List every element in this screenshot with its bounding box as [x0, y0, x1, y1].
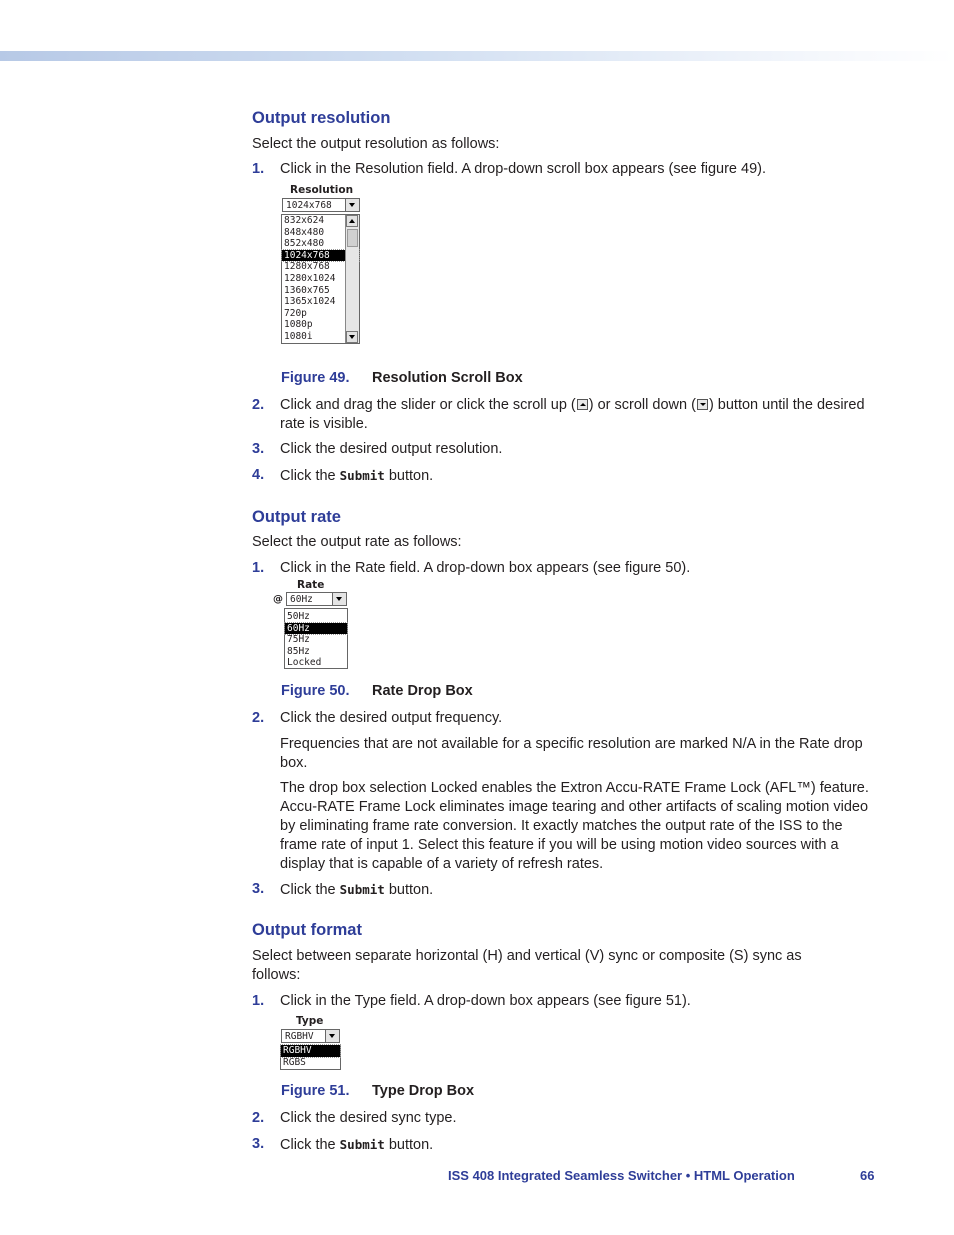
step-text: button.: [384, 1137, 434, 1153]
list-item-selected[interactable]: RGBHV: [281, 1045, 340, 1057]
resolution-select[interactable]: [282, 198, 360, 212]
dropdown-arrow-icon[interactable]: [345, 199, 359, 211]
type-label: Type: [296, 1015, 324, 1027]
submit-code: Submit: [339, 1137, 385, 1152]
figure-number: Figure 49.: [281, 370, 350, 386]
section-heading-output-format: Output format: [252, 921, 362, 939]
dropdown-arrow-icon[interactable]: [332, 593, 346, 605]
list-item[interactable]: 832x624: [284, 215, 325, 226]
resolution-scroll-list[interactable]: [281, 214, 360, 344]
section-heading-output-rate: Output rate: [252, 508, 341, 526]
rate-note-na: Frequencies that are not available for a specific resolution are marked N/A in the Rate drop box.: [280, 736, 863, 771]
footer-title: ISS 408 Integrated Seamless Switcher • HTML Operation: [448, 1168, 795, 1183]
resolution-intro: Select the output resolution as follows:: [252, 136, 500, 152]
rate-step-1: [252, 559, 872, 578]
step-text: button.: [384, 468, 434, 484]
step-text: Click the: [280, 882, 340, 898]
rate-label: Rate: [297, 579, 325, 591]
step-text: button.: [384, 882, 434, 898]
scroll-up-icon: [577, 399, 588, 410]
list-item-selected[interactable]: 1024x768: [282, 250, 359, 262]
submit-code: Submit: [339, 468, 385, 483]
step-text: ) button until the desired rate is visible.: [280, 397, 865, 432]
step-number: 1.: [252, 993, 265, 1009]
rate-note-locked: The drop box selection Locked enables the Extron Accu-RATE Frame Lock (AFL™) feature. Accu-RATE Frame Lock eliminates image tearing and other artifacts of scaling motion video by eliminating frame rate conversion. It exactly matches the output rate of the ISS to the frame rate of input 1. Select this feature if you will be using motion video sources with a display that is capable of a variety of refresh rates.: [280, 780, 869, 872]
section-heading-output-resolution: Output resolution: [252, 109, 391, 127]
format-step-1: [252, 992, 872, 1011]
figure-number: Figure 51.: [281, 1083, 350, 1099]
figure-title: Resolution Scroll Box: [372, 370, 523, 386]
step-number: 2.: [252, 1110, 265, 1126]
step-text: Click the desired output frequency.: [280, 710, 503, 726]
figure-49-caption: [281, 370, 523, 386]
type-selected-value: RGBHV: [285, 1031, 314, 1042]
list-item[interactable]: 1080i: [284, 330, 313, 342]
figure-title: Rate Drop Box: [372, 683, 473, 699]
step-number: 3.: [252, 441, 265, 457]
step-text: Click and drag the slider or click the scroll up (: [280, 397, 576, 413]
list-item[interactable]: RGBS: [283, 1056, 306, 1068]
list-item[interactable]: 75Hz: [287, 634, 310, 646]
list-item-selected[interactable]: 60Hz: [285, 623, 347, 635]
rate-selected-value: 60Hz: [290, 594, 313, 605]
scroll-down-icon: [697, 399, 708, 410]
list-item[interactable]: 720p: [284, 307, 307, 319]
figure-51-caption: [281, 1083, 474, 1099]
scrollbar[interactable]: [345, 215, 359, 343]
resolution-step-4: [252, 466, 872, 486]
dropdown-arrow-icon[interactable]: [325, 1030, 339, 1042]
step-text: Click the: [280, 1137, 340, 1153]
header-gradient-bar: [0, 51, 954, 61]
step-text: Click in the Rate field. A drop-down box appears (see figure 50).: [280, 560, 691, 576]
step-number: 1.: [252, 161, 265, 177]
step-text: Click the desired sync type.: [280, 1110, 457, 1126]
format-intro: Select between separate horizontal (H) and vertical (V) sync or composite (S) sync as follows:: [252, 948, 802, 983]
resolution-step-1: [252, 160, 872, 179]
figure-50-caption: [281, 683, 473, 699]
figure-title: Type Drop Box: [372, 1083, 475, 1099]
format-step-2: [252, 1109, 872, 1128]
list-item[interactable]: 1280x1024: [284, 272, 336, 284]
step-number: 3.: [252, 1136, 265, 1152]
format-step-3: [252, 1135, 872, 1155]
list-item[interactable]: Locked: [287, 657, 322, 669]
rate-step-2: [252, 709, 872, 728]
rate-step-3: [252, 880, 872, 900]
list-item[interactable]: 50Hz: [287, 611, 310, 622]
list-item[interactable]: 1080p: [284, 319, 313, 331]
list-item[interactable]: 848x480: [284, 226, 325, 238]
rate-intro: Select the output rate as follows:: [252, 534, 462, 550]
scrollbar-thumb[interactable]: [347, 229, 358, 247]
submit-code: Submit: [339, 882, 385, 897]
figure-number: Figure 50.: [281, 683, 350, 699]
step-number: 2.: [252, 397, 265, 413]
step-text: ) or scroll down (: [588, 397, 696, 413]
step-text: Click in the Resolution field. A drop-down scroll box appears (see figure 49).: [280, 161, 767, 177]
page-number: 66: [860, 1168, 875, 1183]
resolution-step-2: [252, 396, 872, 434]
type-drop-list[interactable]: [280, 1045, 341, 1070]
list-item[interactable]: 1365x1024: [284, 296, 336, 308]
list-item[interactable]: 1360x765: [284, 284, 330, 296]
rate-drop-list[interactable]: [284, 608, 348, 669]
step-text: Click in the Type field. A drop-down box appears (see figure 51).: [280, 993, 691, 1009]
step-number: 2.: [252, 710, 265, 726]
resolution-step-3: [252, 440, 872, 459]
list-item[interactable]: 85Hz: [287, 645, 310, 657]
step-number: 3.: [252, 881, 265, 897]
resolution-selected-value: 1024x768: [286, 200, 332, 211]
step-text: Click the desired output resolution.: [280, 441, 503, 457]
step-number: 4.: [252, 467, 265, 483]
rate-at-symbol: @: [273, 594, 283, 605]
resolution-label: Resolution: [290, 184, 354, 196]
list-item[interactable]: 1280x768: [284, 261, 330, 273]
rate-select[interactable]: [286, 592, 347, 606]
step-text: Click the: [280, 468, 340, 484]
list-item[interactable]: 852x480: [284, 238, 325, 250]
type-select[interactable]: [281, 1029, 340, 1043]
scroll-up-icon[interactable]: [346, 215, 358, 227]
step-number: 1.: [252, 560, 265, 576]
scroll-down-icon[interactable]: [346, 331, 358, 343]
